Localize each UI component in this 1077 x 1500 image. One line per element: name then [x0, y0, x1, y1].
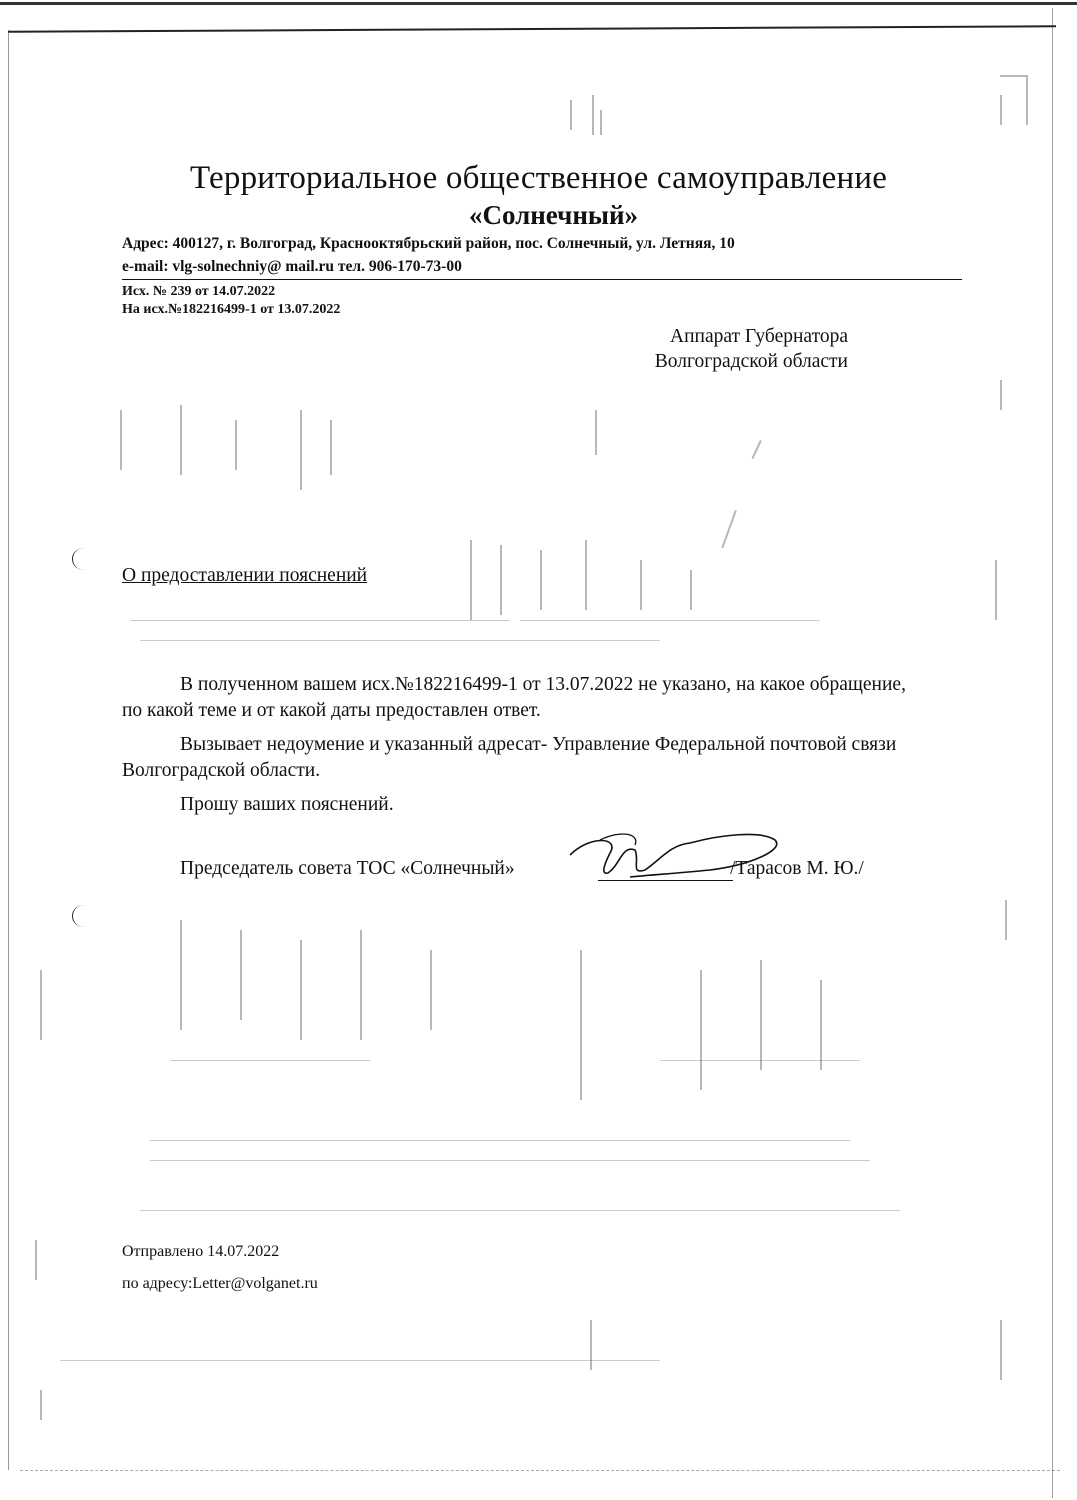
scan-edge-line — [8, 25, 1056, 32]
handwritten-signature — [560, 815, 800, 895]
organization-title: Территориальное общественное самоуправление — [189, 160, 888, 196]
sent-address: по адресу:Letter@volganet.ru — [122, 1275, 318, 1292]
body-paragraph-1: В полученном вашем исх.№182216499-1 от 13.07.2022 не указано, на какое обращение, по какой теме и от какой даты предоставлен ответ. — [122, 674, 906, 721]
organization-contacts: e-mail: vlg-solnechniy@ mail.ru тел. 906-170-73-00 — [122, 258, 462, 275]
signatory-position: Председатель совета ТОС «Солнечный» — [180, 858, 515, 879]
signature-line — [598, 880, 733, 881]
recipient-block — [598, 324, 848, 374]
scan-edge-right — [1052, 8, 1053, 1498]
sent-date: Отправлено 14.07.2022 — [122, 1243, 280, 1260]
signatory-name: /Тарасов М. Ю./ — [730, 858, 864, 879]
letter-subject: О предоставлении пояснений — [122, 565, 368, 586]
scan-edge-bottom — [20, 1470, 1060, 1471]
scan-edge-left — [8, 30, 9, 1470]
body-paragraph-3: Прошу ваших пояснений. — [180, 794, 394, 815]
organization-name: «Солнечный» — [468, 200, 639, 230]
outgoing-reference: Исх. № 239 от 14.07.2022 — [122, 284, 276, 299]
body-paragraph-2: Вызывает недоумение и указанный адресат- Управление Федеральной почтовой связи Волгоградской области. — [122, 734, 897, 781]
recipient-line-2: Волгоградской области — [654, 351, 848, 372]
recipient-line-1: Аппарат Губернатора — [669, 326, 848, 347]
organization-address: Адрес: 400127, г. Волгоград, Краснооктябрьский район, пос. Солнечный, ул. Летняя, 10 — [122, 235, 735, 252]
letterhead-divider — [122, 279, 962, 280]
punch-hole-mark — [72, 548, 95, 570]
incoming-reference: На исх.№182216499-1 от 13.07.2022 — [122, 302, 341, 317]
punch-hole-mark — [72, 905, 95, 927]
scan-edge-top — [0, 2, 1077, 5]
letter-body — [122, 672, 922, 826]
